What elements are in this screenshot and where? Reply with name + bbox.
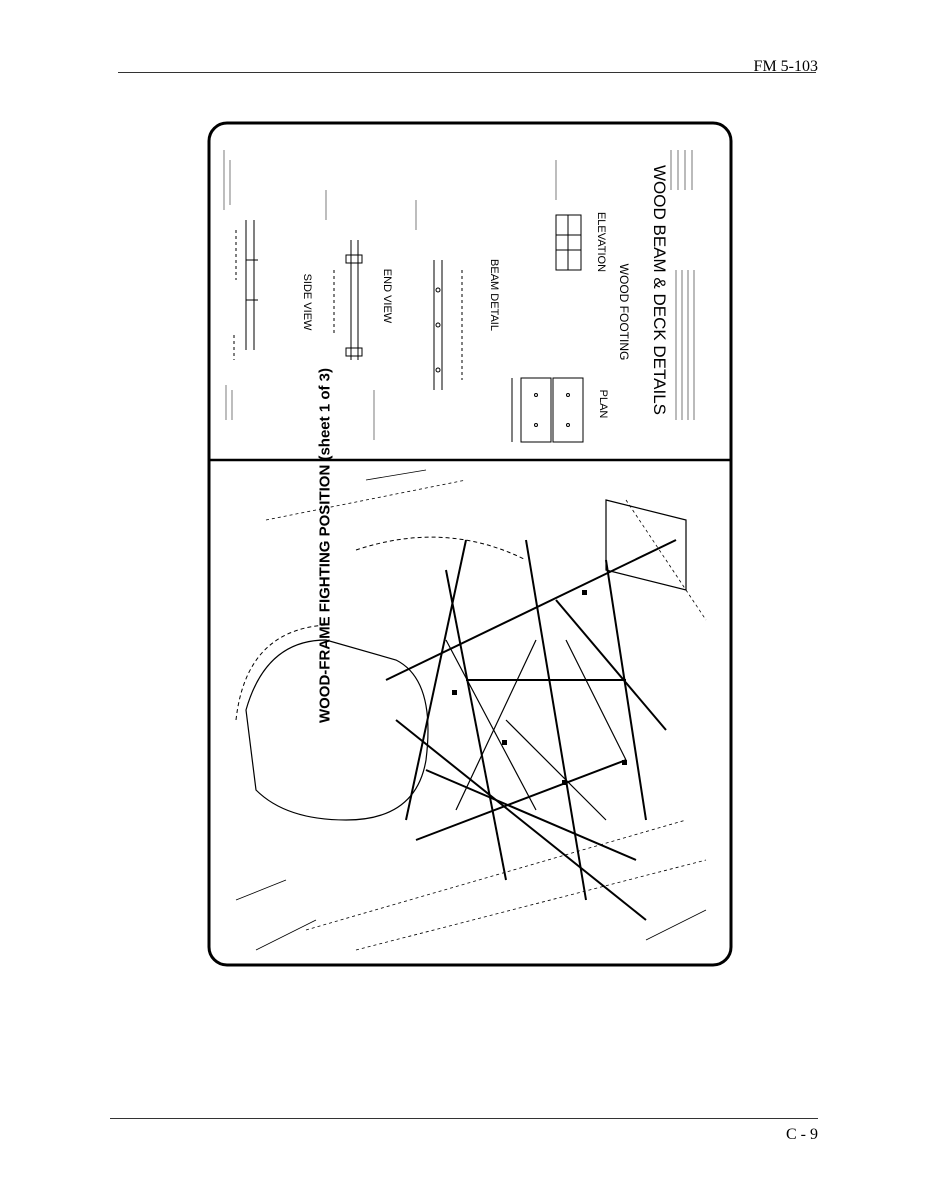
beam-detail-label: BEAM DETAIL [488,259,500,331]
notes-block [671,150,694,420]
header-rule [118,72,816,73]
wood-footing-label: WOOD FOOTING [617,263,631,361]
cross-braces [446,640,626,820]
figure-title: WOOD-FRAME FIGHTING POSITION (sheet 1 of 3) [316,368,334,724]
frame-beams [386,540,676,920]
plan-sketch [512,378,583,442]
document-id: FM 5-103 [753,58,818,75]
elevation-label: ELEVATION [595,211,607,273]
beam-detail-sketch [434,260,462,390]
step-block [606,500,686,590]
details-title: WOOD BEAM & DECK DETAILS [650,164,669,416]
plan-label: PLAN [597,389,609,419]
drawing-frame [206,120,734,968]
drawing-svg [206,120,734,968]
detail-panel [224,150,694,442]
roof-cover [246,640,428,820]
side-view-label: SIDE VIEW [301,273,313,331]
end-view-label: END VIEW [381,268,393,324]
page-number: C - 9 [786,1126,818,1143]
elevation-sketch [556,215,581,270]
footer-rule [110,1118,818,1119]
isometric-view [236,470,706,950]
end-view-sketch [334,240,362,360]
side-view-sketch [234,220,258,360]
